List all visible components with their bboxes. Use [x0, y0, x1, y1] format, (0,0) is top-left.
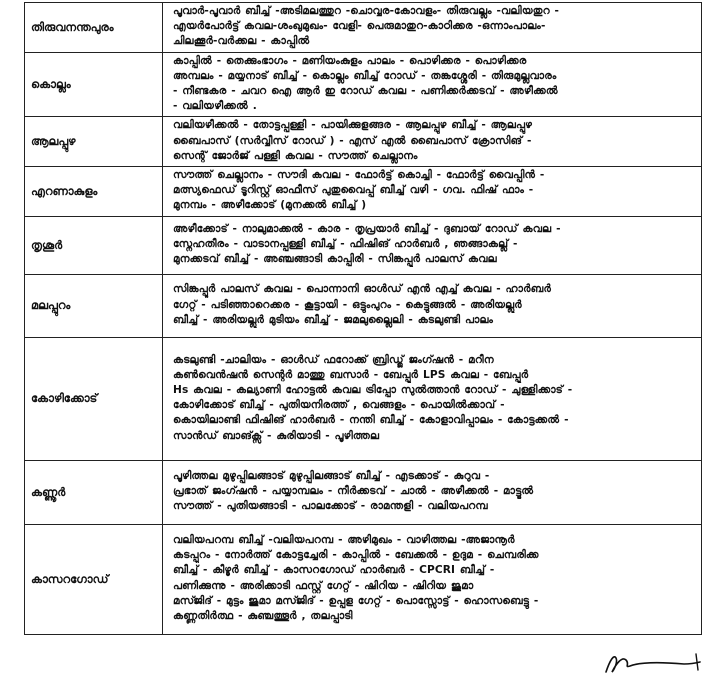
route-line: മസ്ജിദ് - മുട്ടം ജുമാ മസ്ജിദ് - ഉപ്പള ഗേറ്റ് - പൊസ്സോട്ട് - ഹൊസബെട്ടു -: [173, 594, 539, 607]
route-line: സൗത്ത് - പുതിയങ്ങാടി - പാലക്കോട് - രാമന്തളി - വലിയപറമ്പ: [173, 500, 488, 513]
route-line: ബീച്ച് - അരിയല്ലൂർ മുടിയം ബീച്ച് - ജമലുല്ലൈലി - കടലുണ്ടി പാലം: [173, 313, 494, 326]
route-line: മത്സ്യഫെഡ് ടൂറിസ്റ്റ് ഓഫീസ് പുതുവൈപ്പ് ബീച്ച് വഴി - ഗവ. ഫിഷ് ഫാം -: [173, 184, 534, 197]
route-description: [163, 117, 702, 167]
route-line: പൂവാർ-പൂവാർ ബീച്ച് -അടിമലത്തുറ -ചൊവ്വര-കോവളം- തിരുവല്ലം -വലിയതുറ -: [173, 5, 559, 17]
table-row: [25, 460, 702, 524]
route-line: അമ്പലം - മയ്യനാട് ബീച്ച് - കൊല്ലം ബീച്ച് റോഡ് - തങ്കശ്ശേരി - തിരുമുല്ലവാരം: [173, 69, 557, 82]
district-name: എറണാകുളം: [25, 167, 163, 217]
route-line: പൂഴിത്തല മുഴുപ്പിലങ്ങാട് മുഴുപ്പിലങ്ങാട് ബീച്ച് - എടക്കാട് - കുറുവ -: [173, 469, 490, 482]
route-line: - വലിയഴീക്കൽ .: [173, 100, 257, 113]
district-name: കോഴിക്കോട്: [25, 337, 163, 460]
table-row: [25, 524, 702, 634]
table-row: [25, 52, 702, 117]
district-name: മലപ്പുറം: [25, 274, 163, 337]
route-line: വലിയഴീക്കൽ - തോട്ടപ്പള്ളി - പായിക്കുളങ്ങര - ആലപ്പുഴ ബീച്ച് - ആലപ്പുഴ: [173, 119, 533, 132]
table-row: [25, 117, 702, 167]
table-row: [25, 274, 702, 337]
route-line: പണിക്കുന്നു - അരിക്കാടി ഫസ്റ്റ് ഗേറ്റ് - ഷിറിയ - ഷിറിയ ജുമാ: [173, 579, 474, 592]
district-name: തിരുവനന്തപുരം: [25, 3, 163, 53]
route-line: കോഴിക്കോട് ബീച്ച് - പുതിയനിരത്ത് , വെങ്ങളം - പൊയിൽക്കാവ് -: [173, 399, 505, 412]
route-line: സാൻഡ് ബാങ്ക്സ് - കുരിയാടി - പൂഴിത്തല: [173, 429, 380, 442]
route-line: കണ്ണതിർത്ഥ - കുഞ്ചത്തൂർ , തലപ്പാടി: [173, 610, 353, 623]
district-name: കൊല്ലം: [25, 52, 163, 117]
route-table-body: [25, 3, 702, 635]
route-description: [163, 460, 702, 524]
route-line: - നീണ്ടകര - ചവറ ഐ ആർ ഇ റോഡ് കവല - പണിക്കർക്കടവ് - അഴീക്കൽ: [173, 85, 558, 98]
route-line: സിങ്കപ്പൂർ പാലസ് കവല - പൊന്നാനി ഓൾഡ് എൻ എച്ച് കവല - ഹാർബർ: [173, 283, 552, 296]
table-row: [25, 3, 702, 53]
route-line: കൺവെൻഷൻ സെന്റർ മാത്തു ബസാർ - ബേപ്പൂർ LPS കവല - ബേപ്പൂർ: [173, 368, 529, 381]
route-line: സെന്റ് ജോർജ് പള്ളി കവല - സൗത്ത് ചെല്ലാനം: [173, 149, 418, 162]
route-line: സൗത്ത് ചെല്ലാനം - സൗദി കവല - ഫോർട്ട് കൊച്ചി - ഫോർട്ട് വൈപ്പിൻ -: [173, 169, 545, 182]
route-line: പ്രഭാത് ജംഗ്ഷൻ - പയ്യാമ്പലം - നീർക്കടവ് - ചാൽ - അഴീക്കൽ - മാട്ടൂൽ: [173, 485, 534, 498]
district-name: കണ്ണൂർ: [25, 460, 163, 524]
route-description: [163, 52, 702, 117]
route-line: മുനക്കടവ് ബീച്ച് - അഞ്ചങ്ങാടി കാപ്പിരി - സിങ്കപ്പൂർ പാലസ് കവല: [173, 253, 497, 266]
district-name: കാസറഗോഡ്: [25, 524, 163, 634]
route-line: കൊയിലാണ്ടി ഫിഷിങ് ഹാർബർ - നന്തി ബീച്ച് - കോളാവിപ്പാലം - കോട്ടക്കൽ -: [173, 414, 569, 427]
table-row: [25, 167, 702, 217]
route-description: [163, 524, 702, 634]
route-line: മുനമ്പം - അഴീക്കോട് (മുനക്കൽ ബീച്ച് ): [173, 199, 367, 212]
route-line: അഴീക്കോട് - നാലുമാക്കൽ - കാര - തൃപ്രയാർ ബീച്ച് - ദുബായ് റോഡ് കവല -: [173, 222, 561, 235]
route-line: വലിയപറമ്പ ബീച്ച് -വലിയപറമ്പ - അഴിമുഖം - വാഴിത്തല -അജാനൂർ: [173, 534, 515, 547]
route-line: Hs കവല - കല്യാണി ഹോട്ടൽ കവല ട്രിപ്പോ സുൽത്താൻ റോഡ് - ചുള്ളിക്കാട് -: [173, 383, 573, 396]
table-row: [25, 337, 702, 460]
route-line: എയർപോർട്ട് കവല-ശംഖുമുഖം- വേളി- പെരുമാതുറ-കാഠിക്കര -ഒന്നാംപാലം-: [173, 20, 546, 33]
document-page: [6, 0, 704, 668]
route-line: കാപ്പിൽ - തെക്കുംഭാഗം - മണിയംകുളം പാലം - പൊഴിക്കര - പൊഴിക്കര: [173, 54, 527, 67]
route-line: ചിലക്കൂർ-വർക്കല - കാപ്പിൽ: [173, 35, 310, 48]
route-line: സ്നേഹതീരം - വാടാനപ്പള്ളി ബീച്ച് - ഫിഷിങ് ഹാർബർ , ഞങ്ങാകല്ല് -: [173, 238, 518, 251]
route-description: [163, 274, 702, 337]
table-row: [25, 216, 702, 274]
district-name: തൃശൂർ: [25, 216, 163, 274]
signature: [600, 648, 710, 675]
route-description: [163, 3, 702, 53]
route-line: ബീച്ച് - കീഴൂർ ബീച്ച് - കാസറഗോഡ് ഹാർബർ - CPCRI ബീച്ച് -: [173, 564, 495, 577]
route-line: കടലുണ്ടി -ചാലിയം - ഓൾഡ് ഫറോക്ക് ബ്രിഡ്ജ് ജംഗ്ഷൻ - മറീന: [173, 353, 494, 366]
route-description: [163, 167, 702, 217]
route-line: ബൈപാസ് (സർവ്വീസ് റോഡ് ) - എസ് എൽ ബൈപാസ് ക്രോസിങ് -: [173, 134, 532, 147]
route-description: [163, 216, 702, 274]
route-line: ഗേറ്റ് - പടിഞ്ഞാറെക്കര - കൂട്ടായി - ഒട്ടുംപുറം - കെട്ടുങ്ങൽ - അരിയല്ലൂർ: [173, 298, 522, 311]
coastal-route-table: [24, 2, 702, 635]
route-description: [163, 337, 702, 460]
district-name: ആലപ്പുഴ: [25, 117, 163, 167]
route-line: കടപ്പുറം - നോർത്ത് കോട്ടച്ചേരി - കാപ്പിൽ - ബേക്കൽ - ഉദുമ - ചെമ്പരിക്ക: [173, 549, 539, 562]
